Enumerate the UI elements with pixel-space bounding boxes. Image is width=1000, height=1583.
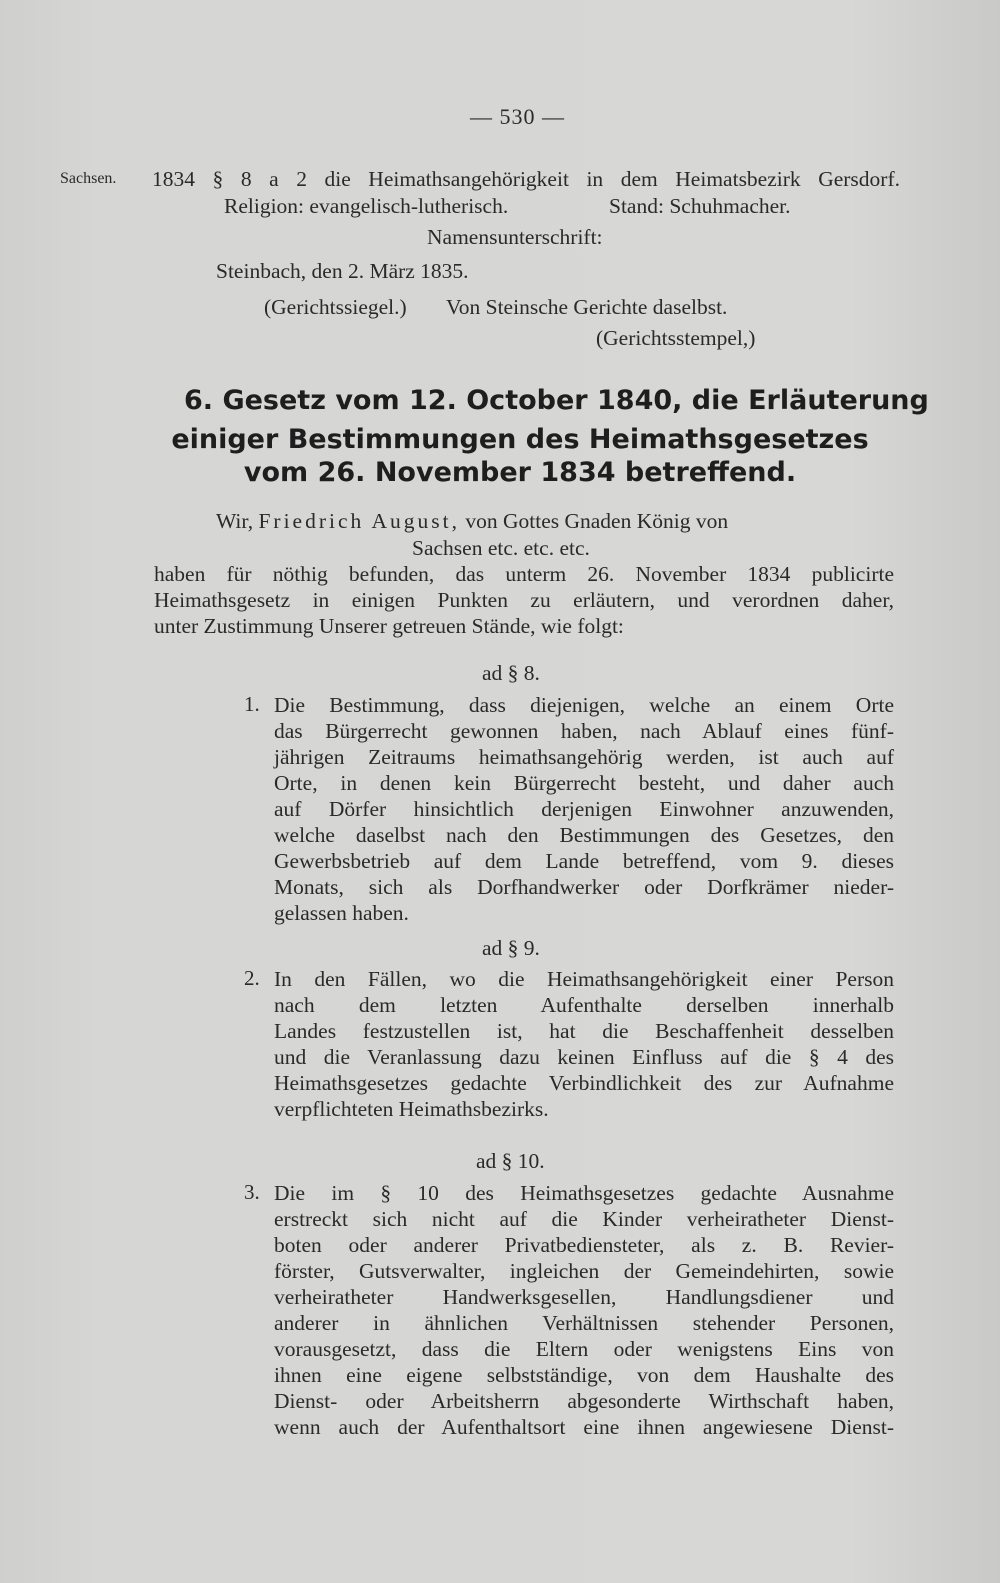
- margin-note: Sachsen.: [60, 170, 117, 187]
- section-line: Orte, in denen kein Bürgerrecht besteht, und daher auch: [274, 771, 894, 795]
- certificate-seal: (Gerichtssiegel.): [264, 295, 407, 319]
- section-line: Dienst- oder Arbeitsherrn abgesonderte Wirthschaft haben,: [274, 1389, 894, 1413]
- law-heading-line: 6. Gesetz vom 12. October 1840, die Erläuterung: [184, 385, 929, 416]
- section-line: Landes festzustellen ist, hat die Beschaffenheit desselben: [274, 1019, 894, 1043]
- section-line: Die Bestimmung, dass diejenigen, welche an einem Orte: [274, 693, 894, 717]
- section-line: und die Veranlassung dazu keinen Einfluss auf die § 4 des: [274, 1045, 894, 1069]
- section-line: nach dem letzten Aufenthalte derselben innerhalb: [274, 993, 894, 1017]
- section-line: In den Fällen, wo die Heimathsangehörigkeit einer Person: [274, 967, 894, 991]
- preamble-sovereign-name: Friedrich August,: [258, 509, 460, 533]
- preamble-prefix: Wir,: [216, 509, 254, 533]
- law-heading-line: einiger Bestimmungen des Heimathsgesetzes: [171, 424, 869, 455]
- section-line: das Bürgerrecht gewonnen haben, nach Ablauf eines fünf-: [274, 719, 894, 743]
- preamble-line: Heimathsgesetz in einigen Punkten zu erläutern, und verordnen daher,: [154, 588, 894, 612]
- page-number: — 530 —: [470, 104, 565, 129]
- preamble-line: Sachsen etc. etc. etc.: [412, 536, 590, 560]
- section-line: anderer in ähnlichen Verhältnissen stehender Personen,: [274, 1311, 894, 1335]
- section-line: verheiratheter Handwerksgesellen, Handlungsdiener und: [274, 1285, 894, 1309]
- preamble-line: unter Zustimmung Unserer getreuen Stände, wie folgt:: [154, 614, 624, 638]
- preamble-line: haben für nöthig befunden, das unterm 26. November 1834 publicirte: [154, 562, 894, 586]
- preamble-suffix: von Gottes Gnaden König von: [465, 509, 729, 533]
- certificate-signature-label: Namensunterschrift:: [427, 225, 603, 249]
- section-heading: ad § 9.: [482, 936, 540, 960]
- section-line: jährigen Zeitraums heimathsangehörig werden, ist auch auf: [274, 745, 894, 769]
- section-number: 1.: [244, 692, 260, 716]
- certificate-stamp: (Gerichtsstempel,): [596, 326, 756, 350]
- section-number: 3.: [244, 1180, 260, 1204]
- certificate-place-date: Steinbach, den 2. März 1835.: [216, 259, 469, 283]
- section-line: erstreckt sich nicht auf die Kinder verheiratheter Dienst-: [274, 1207, 894, 1231]
- certificate-stand: Stand: Schuhmacher.: [609, 194, 791, 218]
- section-line: Gewerbsbetrieb auf dem Lande betreffend, vom 9. dieses: [274, 849, 894, 873]
- section-line: auf Dörfer hinsichtlich derjenigen Einwohner anzuwenden,: [274, 797, 894, 821]
- section-line: boten oder anderer Privatbediensteter, als z. B. Revier-: [274, 1233, 894, 1257]
- section-line: wenn auch der Aufenthaltsort eine ihnen angewiesene Dienst-: [274, 1415, 894, 1439]
- section-line: welche daselbst nach den Bestimmungen des Gesetzes, den: [274, 823, 894, 847]
- section-line: gelassen haben.: [274, 901, 409, 925]
- preamble-line: [216, 508, 728, 534]
- certificate-line: 1834 § 8 a 2 die Heimathsangehörigkeit in dem Heimatsbezirk Gersdorf.: [152, 167, 900, 191]
- section-line: vorausgesetzt, dass die Eltern oder wenigstens Eins von: [274, 1337, 894, 1361]
- section-heading: ad § 10.: [476, 1149, 545, 1173]
- certificate-religion: Religion: evangelisch-lutherisch.: [224, 194, 509, 218]
- section-line: verpflichteten Heimathsbezirks.: [274, 1097, 549, 1121]
- section-line: Monats, sich als Dorfhandwerker oder Dorfkrämer nieder-: [274, 875, 894, 899]
- section-number: 2.: [244, 966, 260, 990]
- section-line: Heimathsgesetzes gedachte Verbindlichkeit des zur Aufnahme: [274, 1071, 894, 1095]
- section-line: ihnen eine eigene selbstständige, von dem Haushalte des: [274, 1363, 894, 1387]
- section-line: förster, Gutsverwalter, ingleichen der Gemeindehirten, sowie: [274, 1259, 894, 1283]
- certificate-court: Von Steinsche Gerichte daselbst.: [446, 295, 728, 319]
- law-heading-line: vom 26. November 1834 betreffend.: [243, 457, 797, 488]
- section-line: Die im § 10 des Heimathsgesetzes gedachte Ausnahme: [274, 1181, 894, 1205]
- section-heading: ad § 8.: [482, 661, 540, 685]
